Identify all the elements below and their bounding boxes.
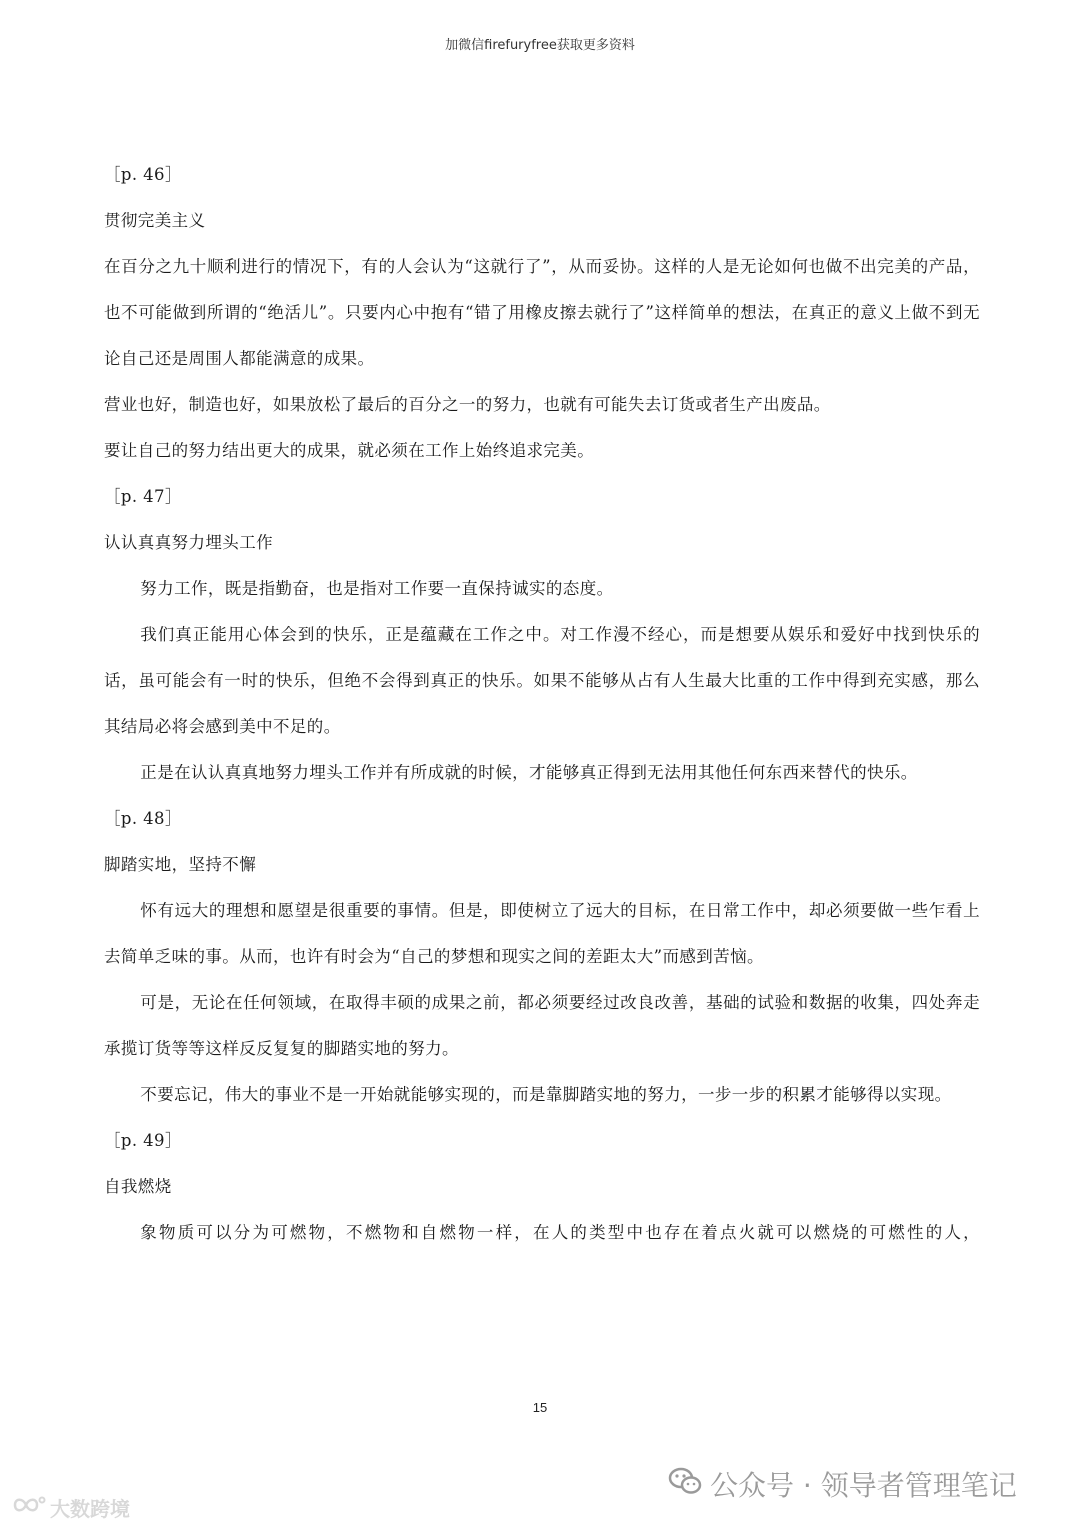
brand-logo-icon: [12, 1494, 46, 1521]
paragraph: 象物质可以分为可燃物，不燃物和自燃物一样，在人的类型中也存在着点火就可以燃烧的可燃性的人，: [140, 1223, 980, 1242]
paragraph: 怀有远大的理想和愿望是很重要的事情。但是，即使树立了远大的目标，在日常工作中，却必须要做一些乍看上去简单乏味的事。从而，也许有时会为“自己的梦想和现实之间的差距太大”而感到苦恼。: [104, 901, 980, 966]
corner-watermark-text: 大数跨境: [50, 1496, 130, 1521]
paragraph: 要让自己的努力结出更大的成果，就必须在工作上始终追求完美。: [104, 441, 595, 460]
paragraph: 贯彻完美主义: [104, 211, 206, 230]
paragraph: ［p. 47］: [104, 487, 182, 506]
paragraph: ［p. 49］: [104, 1131, 182, 1150]
paragraph: 在百分之九十顺利进行的情况下，有的人会认为“这就行了”，从而妥协。这样的人是无论如何也做不出完美的产品，也不可能做到所谓的“绝活儿”。只要内心中抱有“错了用橡皮擦去就行了”这样简单的想法，在真正的意义上做不到无论自己还是周围人都能满意的成果。: [104, 257, 980, 368]
paragraph: ［p. 48］: [104, 809, 182, 828]
wechat-account-name: 公众号 · 领导者管理笔记: [710, 1469, 1017, 1502]
document-body: [104, 152, 980, 1256]
paragraph: 认认真真努力埋头工作: [104, 533, 273, 552]
corner-watermark: [12, 1492, 130, 1522]
page-header-note: 加微信firefuryfree获取更多资料: [445, 38, 635, 53]
paragraph: 努力工作，既是指勤奋，也是指对工作要一直保持诚实的态度。: [140, 579, 614, 598]
paragraph: 脚踏实地，坚持不懈: [104, 855, 257, 874]
paragraph: 我们真正能用心体会到的快乐，正是蕴藏在工作之中。对工作漫不经心，而是想要从娱乐和爱好中找到快乐的话，虽可能会有一时的快乐，但绝不会得到真正的快乐。如果不能够从占有人生最大比重的工作中得到充实感，那么其结局必将会感到美中不足的。: [104, 625, 980, 736]
paragraph: 营业也好，制造也好，如果放松了最后的百分之一的努力，也就有可能失去订货或者生产出废品。: [104, 395, 831, 414]
paragraph: 不要忘记，伟大的事业不是一开始就能够实现的，而是靠脚踏实地的努力，一步一步的积累才能够得以实现。: [140, 1085, 952, 1104]
paragraph: 正是在认认真真地努力埋头工作并有所成就的时候，才能够真正得到无法用其他任何东西来替代的快乐。: [140, 763, 918, 782]
paragraph: 自我燃烧: [104, 1177, 172, 1196]
wechat-logo-icon: [668, 1466, 702, 1503]
page-number: 15: [532, 1400, 548, 1415]
paragraph: ［p. 46］: [104, 165, 182, 184]
wechat-watermark: [668, 1464, 1017, 1504]
paragraph: 可是，无论在任何领域，在取得丰硕的成果之前，都必须要经过改良改善，基础的试验和数据的收集，四处奔走承揽订货等等这样反反复复的脚踏实地的努力。: [104, 993, 980, 1058]
